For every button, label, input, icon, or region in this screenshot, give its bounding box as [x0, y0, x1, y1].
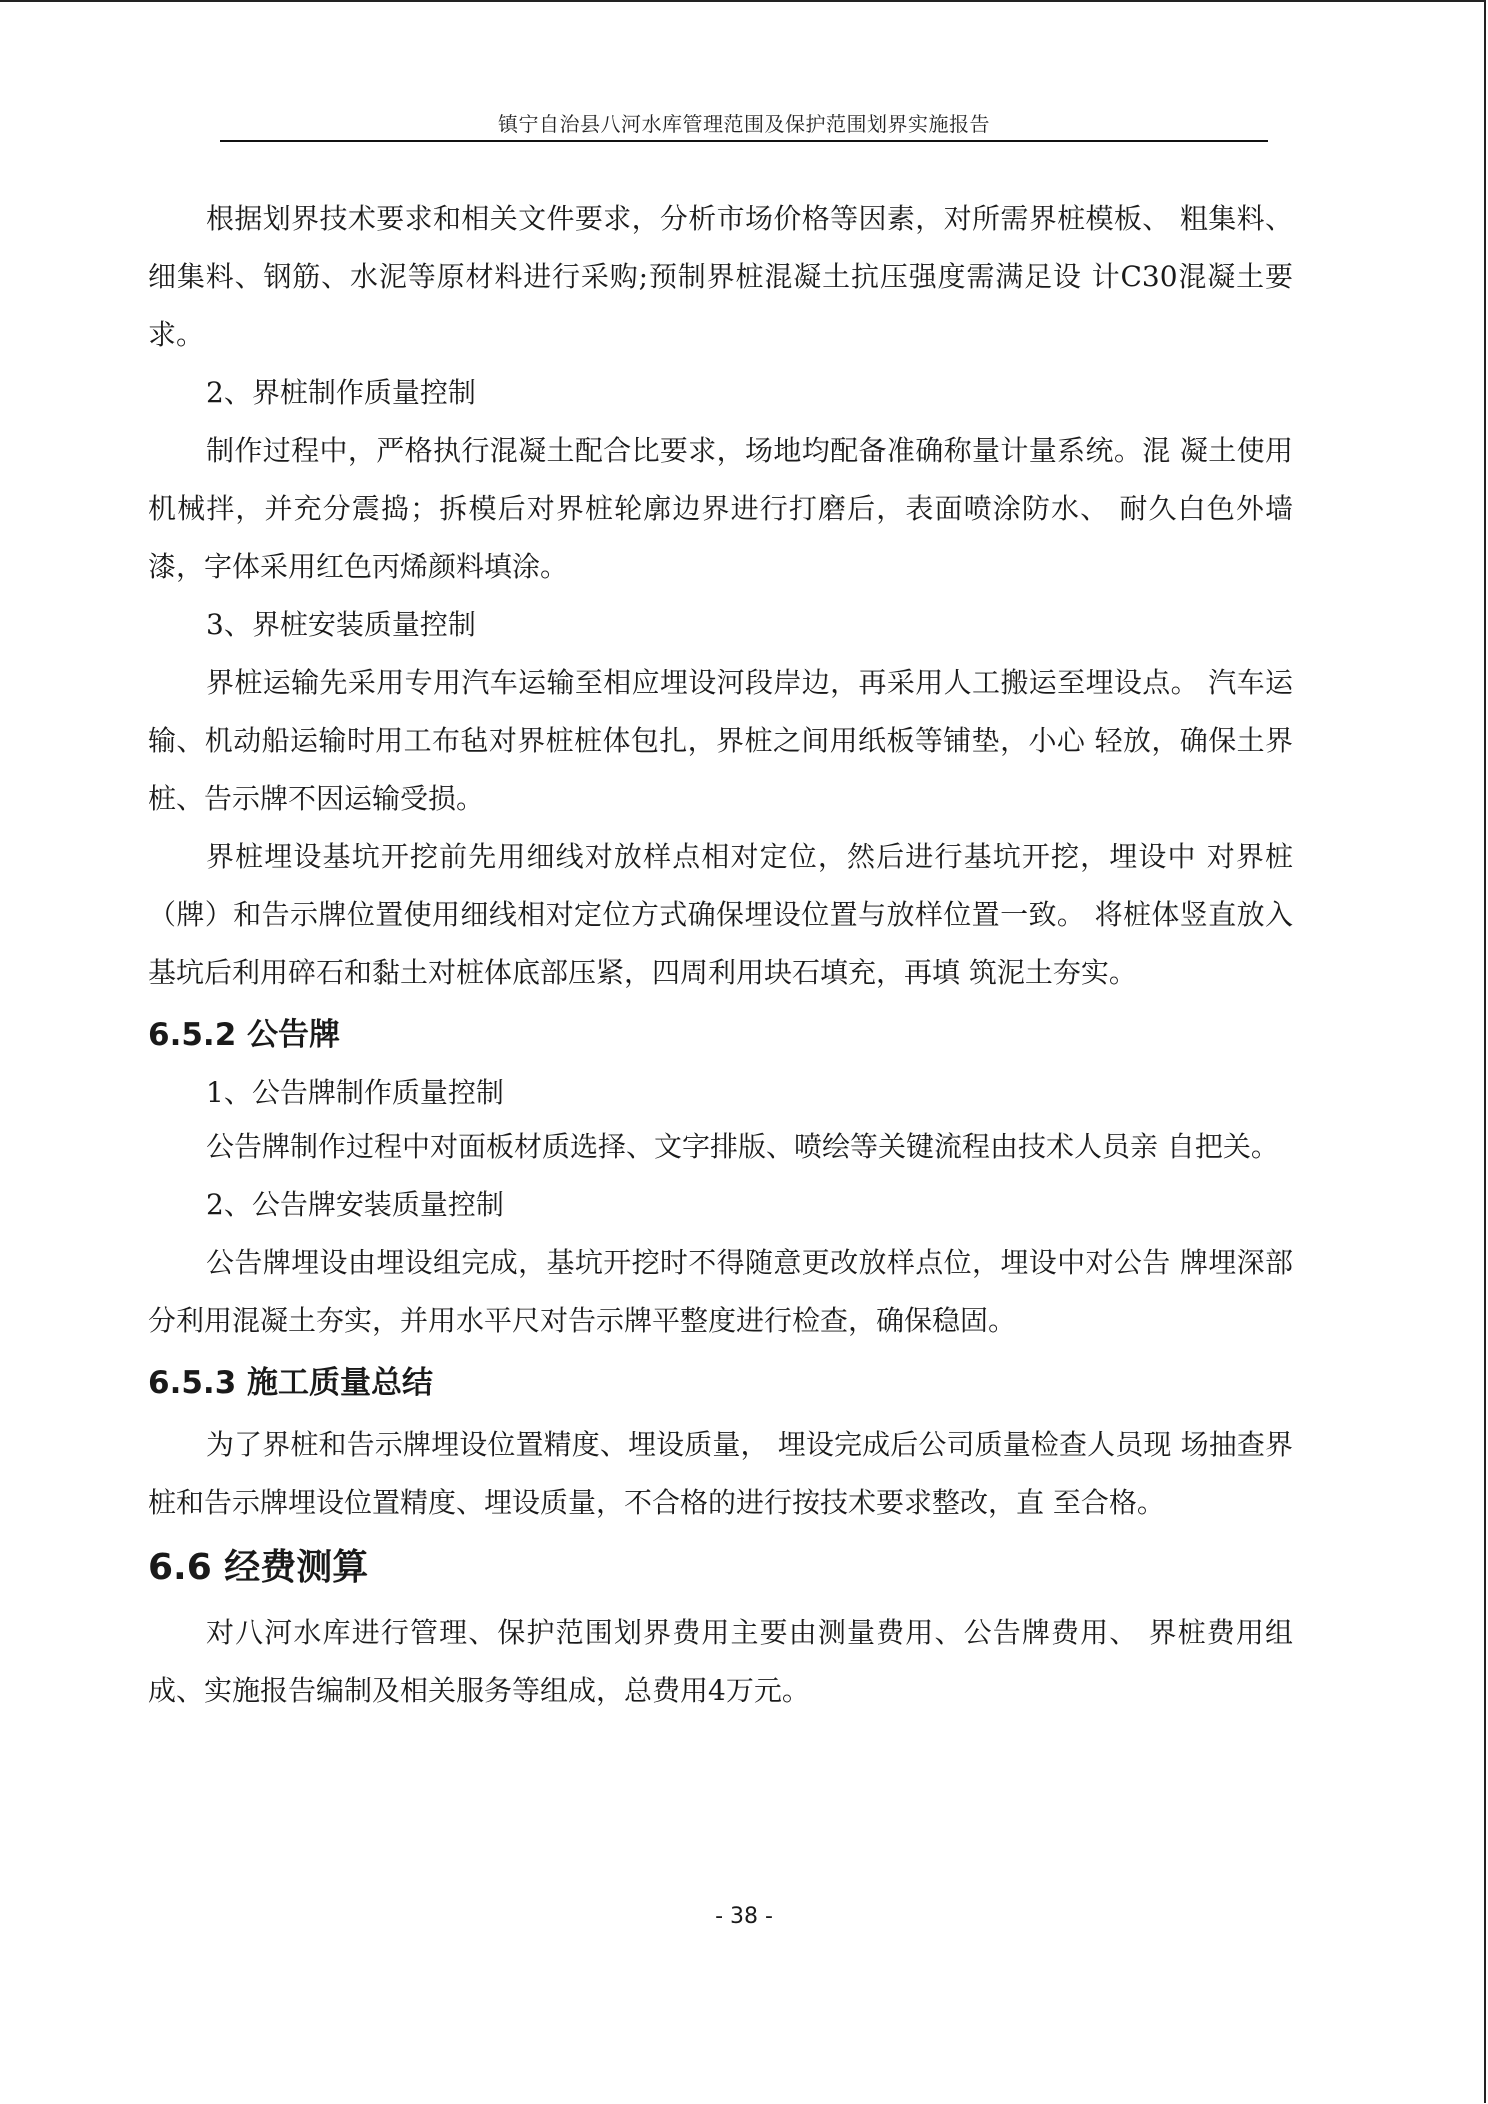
subheading-pile-installation-quality: 3、界桩安装质量控制	[206, 608, 476, 641]
paragraph-quality-summary: 为了界桩和告示牌埋设位置精度、埋设质量， 埋设完成后公司质量检查人员现 场抽查界桩和告示牌埋设位置精度、埋设质量，不合格的进行按技术要求整改，直 至合格。	[148, 1428, 1293, 1519]
paragraph-pile-burial: 界桩埋设基坑开挖前先用细线对放样点相对定位，然后进行基坑开挖，埋设中 对界桩（牌）和告示牌位置使用细线相对定位方式确保埋设位置与放样位置一致。 将桩体竖直放入基坑后利用碎石和黏土对桩体底部压紧，四周利用块石填充，再填 筑泥土夯实。	[148, 840, 1293, 989]
subheading-sign-production-quality: 1、公告牌制作质量控制	[206, 1076, 504, 1109]
paragraph-pile-production: 制作过程中，严格执行混凝土配合比要求，场地均配备准确称量计量系统。混 凝土使用机械拌，并充分震捣；拆模后对界桩轮廓边界进行打磨后，表面喷涂防水、 耐久白色外墙漆，字体采用红色丙烯颜料填涂。	[148, 434, 1293, 583]
subheading-pile-production-quality: 2、界桩制作质量控制	[206, 376, 476, 409]
paragraph-sign-installation: 公告牌埋设由埋设组完成，基坑开挖时不得随意更改放样点位，埋设中对公告 牌埋深部分利用混凝土夯实，并用水平尺对告示牌平整度进行检查，确保稳固。	[148, 1246, 1293, 1337]
section-heading-6-5-3: 6.5.3 施工质量总结	[148, 1365, 434, 1401]
running-header: 镇宁自治县八河水库管理范围及保护范围划界实施报告	[498, 112, 990, 136]
section-heading-6-5-2: 6.5.2 公告牌	[148, 1017, 341, 1053]
page-body	[148, 190, 1293, 1720]
page-number: - 38 -	[715, 1904, 773, 1929]
paragraph-materials-procurement: 根据划界技术要求和相关文件要求，分析市场价格等因素，对所需界桩模板、 粗集料、细集料、钢筋、水泥等原材料进行采购;预制界桩混凝土抗压强度需满足设 计C30混凝土要求。	[148, 202, 1293, 351]
paragraph-sign-production: 公告牌制作过程中对面板材质选择、文字排版、喷绘等关键流程由技术人员亲 自把关。	[206, 1130, 1279, 1163]
section-heading-6-6: 6.6 经费测算	[148, 1547, 369, 1588]
subheading-sign-installation-quality: 2、公告牌安装质量控制	[206, 1188, 504, 1221]
paragraph-pile-transport: 界桩运输先采用专用汽车运输至相应埋设河段岸边，再采用人工搬运至埋设点。 汽车运输、机动船运输时用工布毡对界桩桩体包扎，界桩之间用纸板等铺垫，小心 轻放，确保土界桩、告示牌不因运输受损。	[148, 666, 1293, 815]
paragraph-cost-estimate: 对八河水库进行管理、保护范围划界费用主要由测量费用、公告牌费用、 界桩费用组成、实施报告编制及相关服务等组成，总费用4万元。	[148, 1616, 1293, 1707]
header-rule	[220, 140, 1268, 142]
